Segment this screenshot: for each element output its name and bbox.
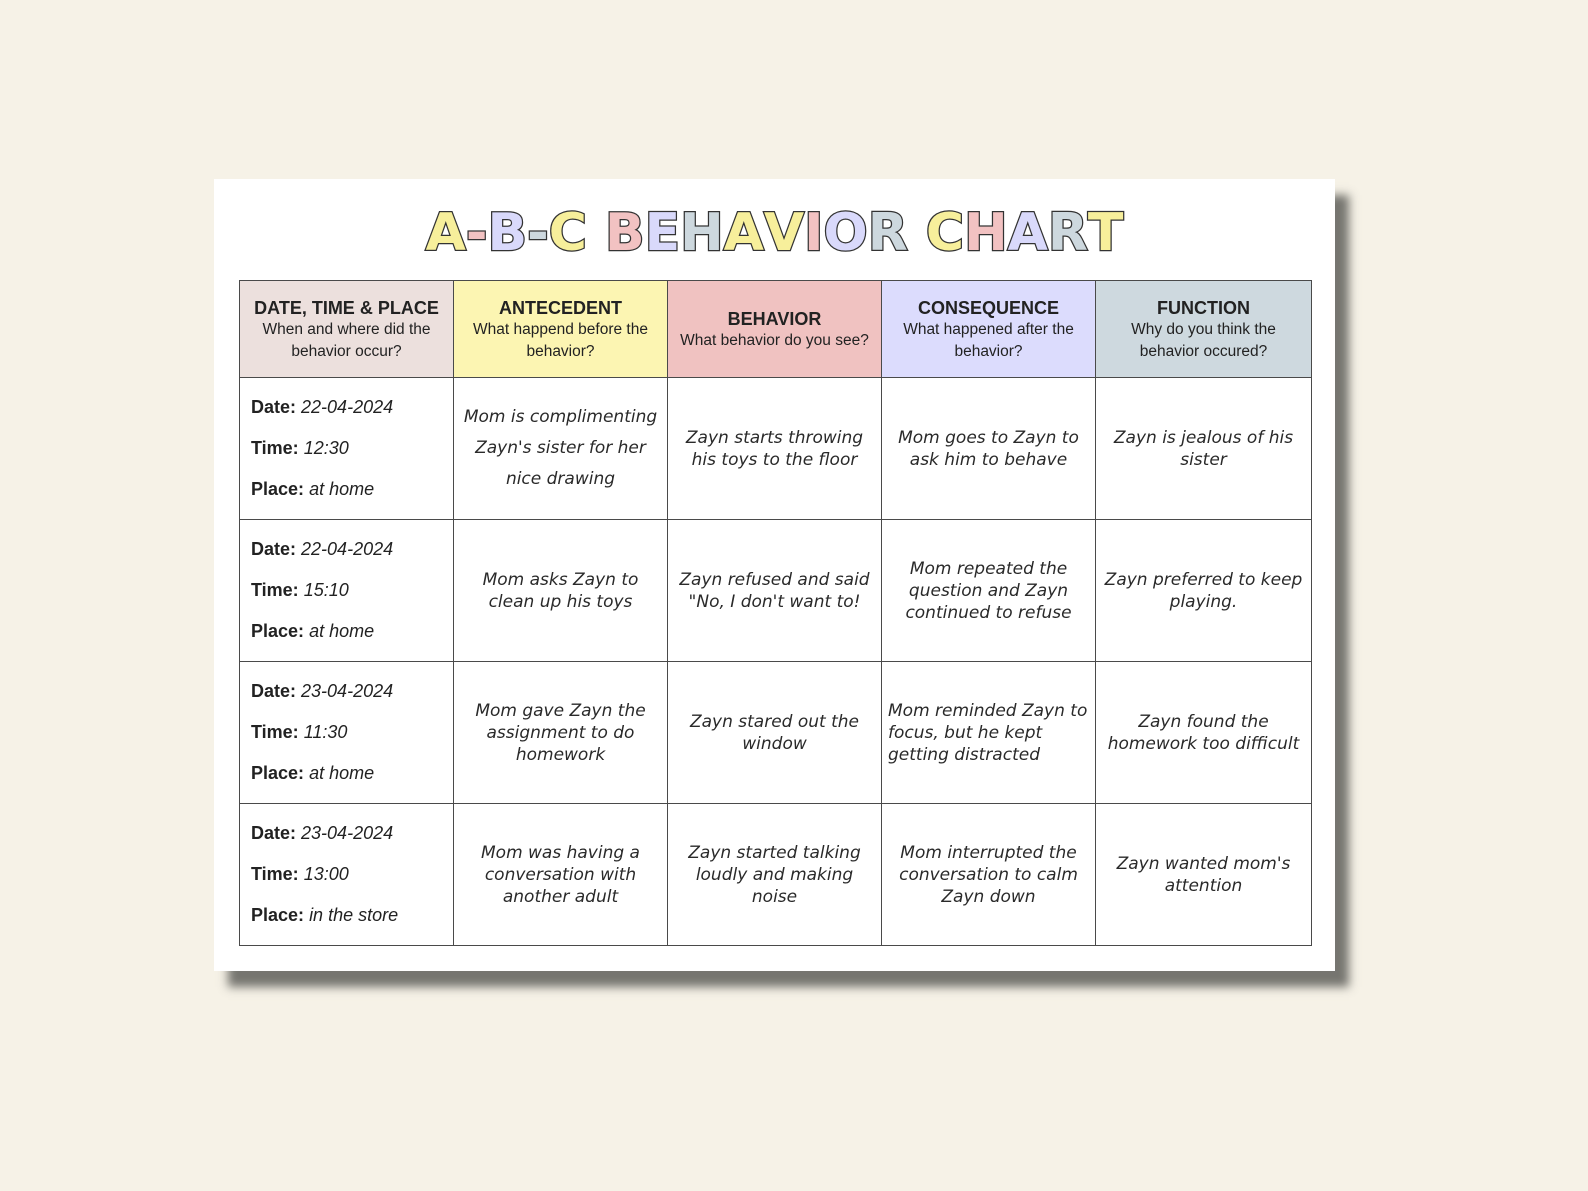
header-date-time-place	[240, 281, 454, 378]
date-line	[251, 813, 447, 854]
date-value: 22-04-2024	[301, 539, 394, 559]
place-line	[251, 469, 447, 510]
title-letter: A	[723, 203, 764, 263]
header-heading: ANTECEDENT	[498, 298, 622, 318]
cell-behavior: Zayn started talking loudly and making noise	[668, 804, 882, 946]
header-function	[1096, 281, 1312, 378]
header-heading: CONSEQUENCE	[917, 298, 1060, 318]
abc-table	[239, 280, 1312, 946]
header-subtitle: Why do you think the behavior occured?	[1131, 321, 1276, 360]
chart-sheet	[214, 179, 1335, 971]
cell-behavior: Zayn refused and said "No, I don't want to!	[668, 520, 882, 662]
title-space	[908, 205, 926, 261]
title-letter: E	[644, 203, 681, 263]
date-label: Date:	[251, 397, 297, 417]
cell-function: Zayn wanted mom's attention	[1096, 804, 1312, 946]
title-letter: O	[823, 203, 868, 263]
title-letter: H	[964, 203, 1008, 263]
date-label: Date:	[251, 681, 297, 701]
title-letter: T	[1087, 203, 1124, 263]
place-value: at home	[309, 621, 375, 641]
cell-consequence: Mom interrupted the conversation to calm Zayn down	[882, 804, 1096, 946]
cell-date-time-place	[240, 662, 454, 804]
date-line	[251, 529, 447, 570]
time-line	[251, 570, 447, 611]
place-value: at home	[309, 479, 375, 499]
cell-function: Zayn is jealous of his sister	[1096, 378, 1312, 520]
header-heading: BEHAVIOR	[727, 309, 822, 329]
table-row	[240, 804, 1312, 946]
place-line	[251, 895, 447, 936]
cell-antecedent: Mom was having a conversation with another adult	[454, 804, 668, 946]
time-line	[251, 428, 447, 469]
header-subtitle: What happened after the behavior?	[903, 321, 1074, 360]
header-antecedent	[454, 281, 668, 378]
title-letter: B	[487, 203, 528, 263]
time-label: Time:	[251, 580, 299, 600]
date-line	[251, 387, 447, 428]
cell-function: Zayn preferred to keep playing.	[1096, 520, 1312, 662]
date-value: 23-04-2024	[301, 681, 394, 701]
title-letter: -	[465, 203, 488, 263]
cell-antecedent: Mom asks Zayn to clean up his toys	[454, 520, 668, 662]
place-label: Place:	[251, 621, 305, 641]
header-heading: DATE, TIME & PLACE	[254, 298, 439, 318]
title-letter: A	[1007, 203, 1048, 263]
title-letter: V	[763, 203, 805, 263]
cell-function: Zayn found the homework too difficult	[1096, 662, 1312, 804]
time-value: 15:10	[303, 580, 349, 600]
place-value: at home	[309, 763, 375, 783]
table-row	[240, 378, 1312, 520]
title-space	[587, 205, 605, 261]
place-label: Place:	[251, 763, 305, 783]
place-value: in the store	[309, 905, 399, 925]
cell-consequence: Mom repeated the question and Zayn continued to refuse	[882, 520, 1096, 662]
cell-behavior: Zayn starts throwing his toys to the floor	[668, 378, 882, 520]
title-letter: H	[680, 203, 724, 263]
time-label: Time:	[251, 722, 299, 742]
title-letter: A	[425, 203, 466, 263]
title-letter: B	[604, 203, 645, 263]
cell-date-time-place	[240, 804, 454, 946]
table-row	[240, 662, 1312, 804]
chart-title	[214, 205, 1335, 261]
time-line	[251, 854, 447, 895]
place-label: Place:	[251, 479, 305, 499]
header-row	[240, 281, 1312, 378]
date-value: 22-04-2024	[301, 397, 394, 417]
time-label: Time:	[251, 864, 299, 884]
title-letter: I	[804, 203, 824, 263]
date-label: Date:	[251, 539, 297, 559]
place-line	[251, 753, 447, 794]
place-label: Place:	[251, 905, 305, 925]
time-value: 11:30	[303, 722, 348, 742]
cell-date-time-place	[240, 378, 454, 520]
time-label: Time:	[251, 438, 299, 458]
title-letter: C	[925, 203, 965, 263]
header-subtitle: When and where did the behavior occur?	[262, 321, 431, 360]
place-line	[251, 611, 447, 652]
title-letter: R	[1047, 203, 1088, 263]
title-letter: C	[548, 203, 587, 263]
header-subtitle: What behavior do you see?	[680, 332, 869, 349]
header-consequence	[882, 281, 1096, 378]
cell-consequence: Mom goes to Zayn to ask him to behave	[882, 378, 1096, 520]
cell-consequence: Mom reminded Zayn to focus, but he kept getting distracted	[882, 662, 1096, 804]
time-value: 13:00	[303, 864, 349, 884]
title-letter: -	[527, 203, 549, 263]
cell-date-time-place	[240, 520, 454, 662]
cell-behavior: Zayn stared out the window	[668, 662, 882, 804]
cell-antecedent: Mom is complimenting Zayn's sister for her nice drawing	[454, 378, 668, 520]
date-label: Date:	[251, 823, 297, 843]
header-behavior	[668, 281, 882, 378]
cell-antecedent: Mom gave Zayn the assignment to do homework	[454, 662, 668, 804]
date-value: 23-04-2024	[301, 823, 394, 843]
time-line	[251, 712, 447, 753]
title-letter: R	[867, 203, 908, 263]
header-heading: FUNCTION	[1157, 298, 1250, 318]
time-value: 12:30	[303, 438, 349, 458]
header-subtitle: What happend before the behavior?	[473, 321, 648, 360]
table-row	[240, 520, 1312, 662]
date-line	[251, 671, 447, 712]
